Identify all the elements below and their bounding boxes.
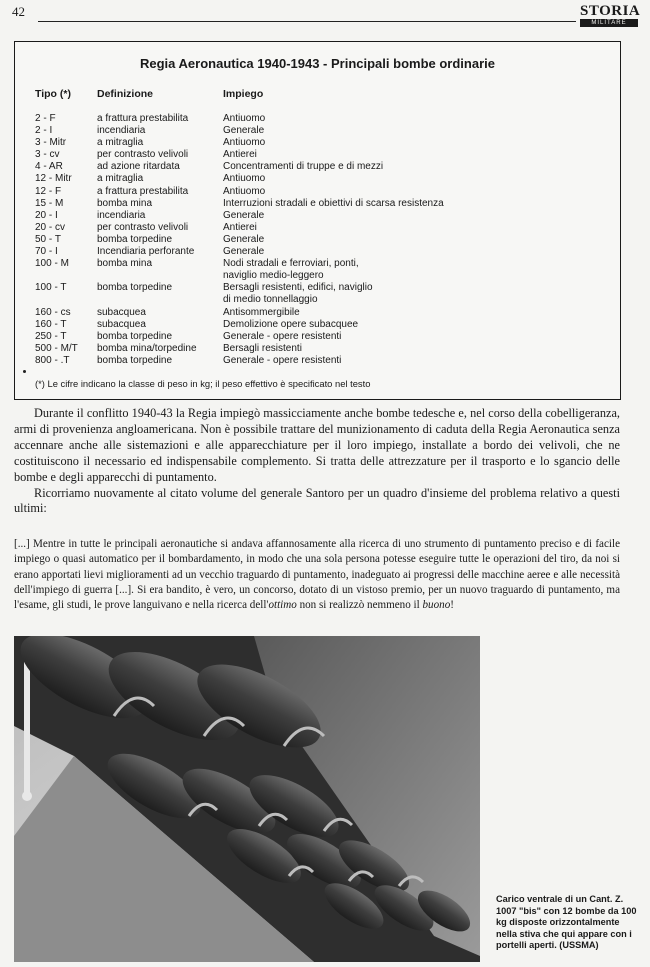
table-row — [15, 198, 620, 210]
block-quote — [14, 537, 620, 613]
table-row — [15, 125, 620, 137]
cell-definizione: bomba mina — [97, 258, 153, 270]
cell-tipo: 2 - I — [35, 125, 53, 137]
cell-definizione: a mitraglia — [97, 173, 144, 185]
cell-tipo: 20 - I — [35, 209, 58, 221]
cell-definizione: a mitraglia — [97, 137, 144, 149]
table-row — [15, 331, 620, 343]
column-header-tipo: Tipo (*) — [35, 88, 71, 100]
cell-impiego — [223, 113, 265, 125]
table-row — [15, 343, 620, 355]
cell-definizione: per contrasto velivoli — [97, 149, 189, 161]
cell-tipo: 100 - M — [35, 258, 69, 270]
logo-sub-text: MILITARE — [580, 19, 638, 27]
cell-definizione: per contrasto velivoli — [97, 221, 189, 233]
table-row — [15, 210, 620, 222]
table-row — [15, 149, 620, 161]
cell-impiego-line: Antierei — [223, 149, 257, 161]
table-row — [15, 246, 620, 258]
cell-impiego-line: naviglio medio-leggero — [223, 270, 324, 282]
column-header-definizione: Definizione — [97, 88, 154, 100]
cell-definizione: subacquea — [97, 306, 146, 318]
cell-impiego-line: Generale - opere resistenti — [223, 330, 342, 342]
cell-definizione: bomba mina/torpedine — [97, 342, 197, 354]
cell-impiego — [223, 222, 257, 234]
cell-tipo: 12 - F — [35, 185, 62, 197]
cell-tipo: 160 - cs — [35, 306, 71, 318]
bullet-mark — [23, 370, 26, 373]
cell-impiego — [223, 125, 264, 137]
cell-impiego-line: Antierei — [223, 221, 257, 233]
quote-paragraph — [14, 537, 620, 613]
photo-caption: Carico ventrale di un Cant. Z. 1007 "bis" con 12 bombe da 100 kg disposte orizzontalmente nella stiva che qui appare con i portelli aperti. (USSMA) — [496, 894, 637, 950]
cell-impiego — [223, 307, 300, 319]
cell-definizione: a frattura prestabilita — [97, 113, 189, 124]
page-number: 42 — [12, 4, 25, 19]
cell-impiego — [223, 149, 257, 161]
cell-tipo: 12 - Mitr — [35, 173, 72, 185]
cell-impiego-line: Demolizione opere subacquee — [223, 318, 359, 330]
quote-emphasis: buono — [422, 599, 451, 612]
quote-emphasis: ottimo — [268, 599, 297, 612]
cell-tipo: 250 - T — [35, 330, 67, 342]
cell-definizione: Incendiaria perforante — [97, 246, 195, 258]
cell-definizione: bomba mina — [97, 197, 153, 209]
table-row — [15, 222, 620, 234]
quote-text: [...] Mentre in tutte le principali aeronautiche si andava affannosamente alla ricerca di uno strumento di puntamento preciso e di facile impiego o quasi automatico per il bombardamento, in modo che una sola persona potesse eseguire tutte le operazioni del tiro, da noi si erano apportati lievi miglioramenti ad un vecchio traguardo di puntamento, inadeguato ai progressi delle macchine aeree e alle necessità dell'impiego di guerra [...]. Si era bandito, è vero, un concorso, dotato di un vistoso premio, per un nuovo traguardo di puntamento, ma l'esame, gli studi, le prove languivano e nella ricerca dell' — [14, 538, 620, 612]
cell-impiego — [223, 137, 265, 149]
cell-definizione: bomba torpedine — [97, 282, 173, 294]
cell-definizione: a frattura prestabilita — [97, 185, 189, 197]
cell-impiego — [223, 234, 264, 246]
cell-definizione: bomba torpedine — [97, 354, 173, 366]
cell-tipo: 800 - .T — [35, 354, 70, 366]
cell-impiego-line: Concentramenti di truppe e di mezzi — [223, 161, 384, 173]
table-body — [15, 113, 620, 367]
cell-impiego — [223, 246, 264, 258]
article-body — [14, 406, 620, 517]
header-rule — [38, 21, 576, 22]
table-row — [15, 137, 620, 149]
cell-impiego — [223, 355, 341, 367]
cell-impiego-line: Antisommergibile — [223, 306, 300, 318]
table-row — [15, 319, 620, 331]
cell-impiego-line: Antiuomo — [223, 113, 266, 124]
quote-text: ! — [450, 599, 454, 612]
logo-main-text: STORIA — [580, 3, 641, 19]
cell-impiego-line: Interruzioni stradali e obiettivi di scarsa resistenza — [223, 197, 444, 209]
bomb-bay-photo — [14, 636, 480, 962]
cell-impiego — [223, 198, 444, 210]
page-header — [12, 4, 640, 24]
table-row — [15, 113, 620, 125]
cell-impiego — [223, 210, 264, 222]
cell-tipo: 70 - I — [35, 246, 58, 258]
paragraph: Ricorriamo nuovamente al citato volume del generale Santoro per un quadro d'insieme del problema relativo a questi ultimi: — [14, 485, 620, 516]
table-row — [15, 161, 620, 173]
cell-tipo: 500 - M/T — [35, 342, 78, 354]
cell-impiego-line: Nodi stradali e ferroviari, ponti, — [223, 258, 359, 270]
cell-tipo: 50 - T — [35, 233, 61, 245]
cell-impiego — [223, 161, 383, 173]
table-row — [15, 258, 620, 282]
cell-definizione: incendiaria — [97, 209, 146, 221]
column-header-impiego: Impiego — [223, 88, 264, 100]
cell-tipo: 160 - T — [35, 318, 67, 330]
cell-tipo: 3 - Mitr — [35, 137, 67, 149]
table-row — [15, 282, 620, 306]
cell-impiego-line: Bersagli resistenti — [223, 342, 302, 354]
cell-impiego-line: Generale — [223, 209, 265, 221]
table-title: Regia Aeronautica 1940-1943 - Principali bombe ordinarie — [140, 56, 495, 71]
table-row — [15, 355, 620, 367]
table-footnote: (*) Le cifre indicano la classe di peso in kg; il peso effettivo è specificato nel testo — [35, 378, 371, 389]
paragraph: Durante il conflitto 1940-43 la Regia impiegò massicciamente anche bombe tedesche e, nel corso della cobelligeranza, armi di provenienza angloamericana. Non è possibile trattare del munizionamento di caduta della Regia Aeronautica senza accennare anche alle sistemazioni e alle apparecchiature per il loro impiego, installate a bordo dei velivoli, che ne costituiscono il necessario ed indispensabile complemento. Si tratta delle attrezzature per il trasporto e lo sgancio delle bombe e degli apparecchi di puntamento. — [14, 406, 620, 484]
bomb-bay-photo-illustration — [14, 636, 480, 962]
cell-impiego — [223, 319, 358, 331]
cell-impiego-line: Antiuomo — [223, 137, 266, 149]
cell-impiego-line: Generale — [223, 233, 265, 245]
cell-tipo: 100 - T — [35, 282, 67, 294]
bomb-table-box — [14, 41, 621, 400]
cell-impiego-line: Generale — [223, 125, 265, 137]
quote-text: non si realizzò nemmeno il — [296, 599, 423, 612]
cell-tipo: 2 - F — [35, 113, 56, 124]
cell-impiego-line: Antiuomo — [223, 173, 266, 185]
magazine-logo — [580, 3, 641, 26]
cell-definizione: bomba torpedine — [97, 233, 173, 245]
cell-impiego — [223, 173, 265, 185]
cell-tipo: 3 - cv — [35, 149, 60, 161]
table-row — [15, 186, 620, 198]
cell-tipo: 4 - AR — [35, 161, 63, 173]
cell-impiego — [223, 186, 265, 198]
table-row — [15, 173, 620, 185]
cell-tipo: 15 - M — [35, 197, 64, 209]
cell-impiego — [223, 343, 302, 355]
cell-definizione: subacquea — [97, 318, 146, 330]
table-row — [15, 234, 620, 246]
cell-definizione: bomba torpedine — [97, 330, 173, 342]
cell-definizione: incendiaria — [97, 125, 146, 137]
cell-impiego-line: Generale - opere resistenti — [223, 354, 342, 366]
cell-impiego-line: Bersagli resistenti, edifici, naviglio — [223, 282, 373, 294]
cell-impiego — [223, 258, 359, 282]
cell-definizione: ad azione ritardata — [97, 161, 180, 173]
cell-impiego-line: Generale — [223, 246, 265, 258]
cell-impiego — [223, 282, 373, 306]
cell-impiego-line: di medio tonnellaggio — [223, 294, 318, 306]
cell-impiego — [223, 331, 341, 343]
table-row — [15, 307, 620, 319]
cell-tipo: 20 - cv — [35, 221, 66, 233]
cell-impiego-line: Antiuomo — [223, 185, 266, 197]
